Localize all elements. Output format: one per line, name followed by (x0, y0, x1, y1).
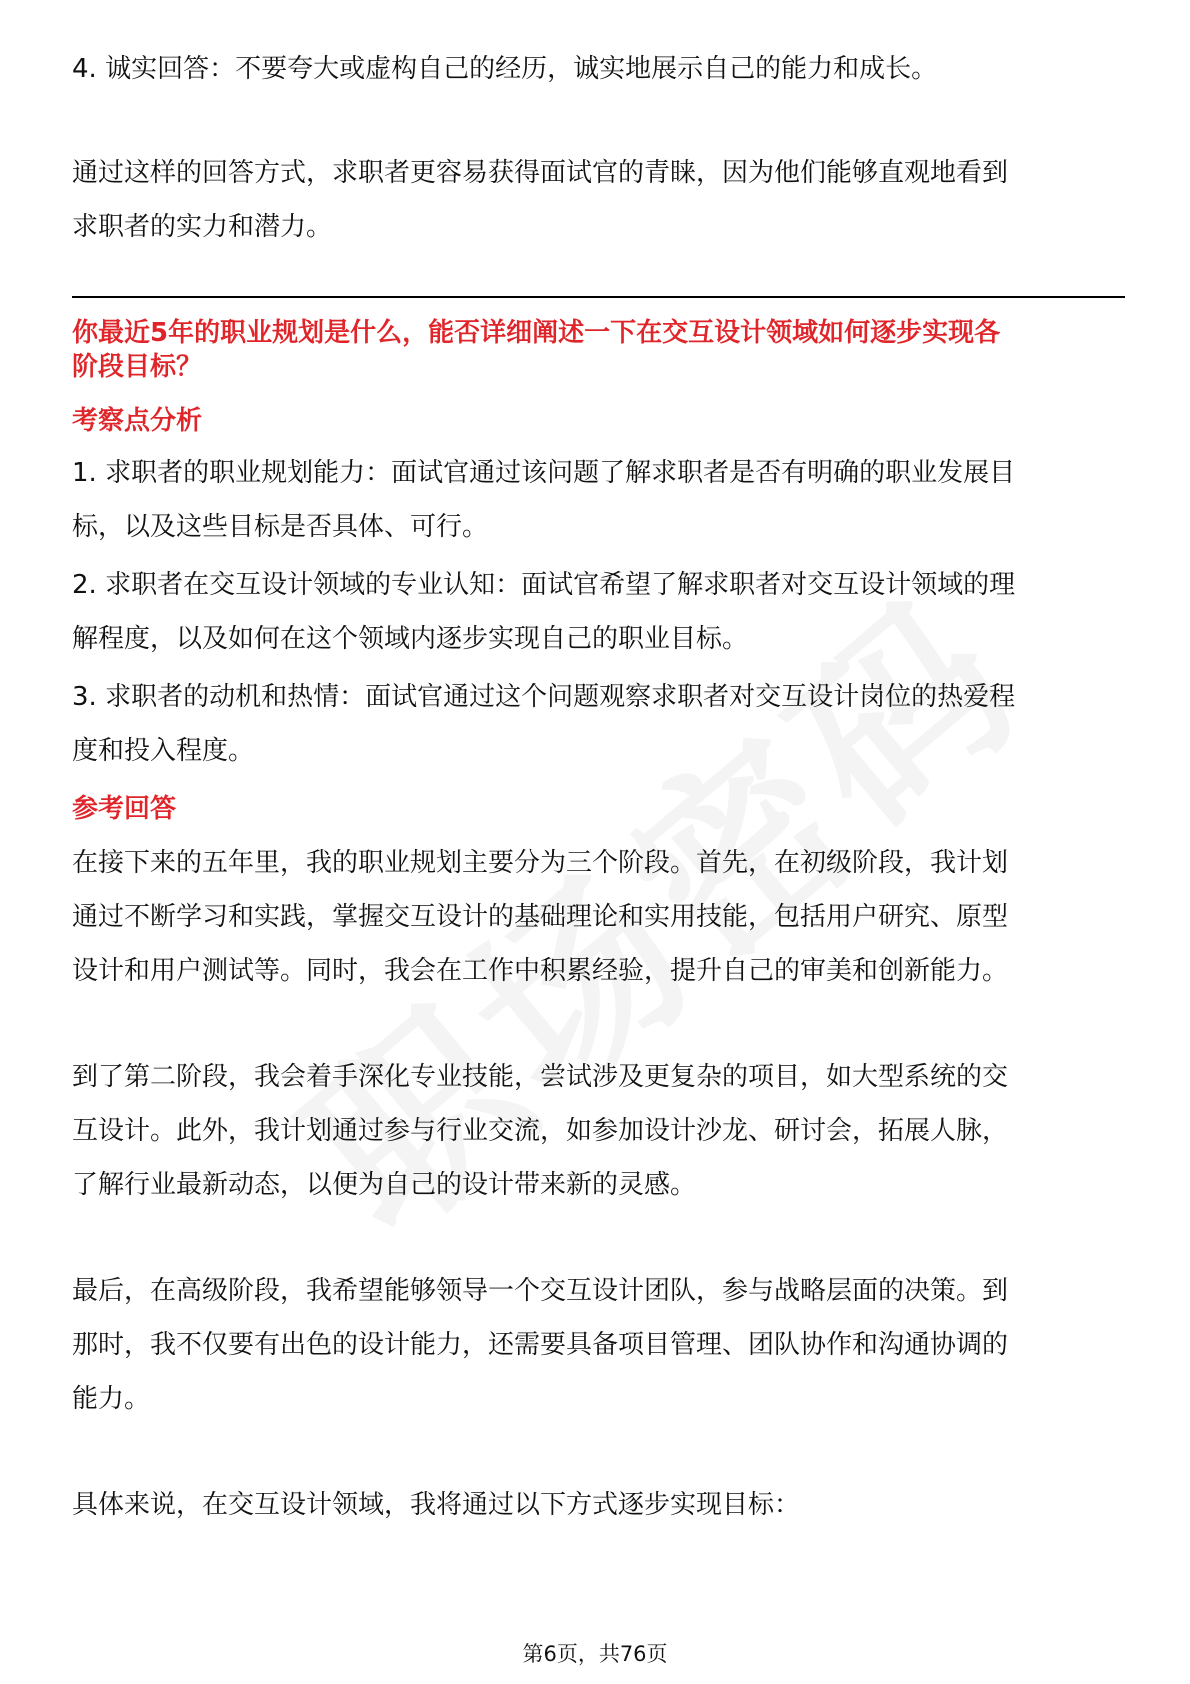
answer-paragraph-line: 通过不断学习和实践，掌握交互设计的基础理论和实用技能，包括用户研究、原型 (72, 902, 1009, 932)
analysis-item: 解程度，以及如何在这个领域内逐步实现自己的职业目标。 (72, 624, 749, 654)
answer-paragraph-line: 最后，在高级阶段，我希望能够领导一个交互设计团队，参与战略层面的决策。到 (72, 1276, 1009, 1306)
analysis-item: 3. 求职者的动机和热情：面试官通过这个问题观察求职者对交互设计岗位的热爱程 (72, 682, 1016, 712)
analysis-heading: 考察点分析 (72, 406, 203, 436)
analysis-item: 标，以及这些目标是否具体、可行。 (72, 512, 489, 542)
answer-paragraph-line: 那时，我不仅要有出色的设计能力，还需要具备项目管理、团队协作和沟通协调的 (72, 1330, 1009, 1360)
answer-paragraph-line: 了解行业最新动态，以便为自己的设计带来新的灵感。 (72, 1170, 697, 1200)
list-item-honest-answer: 4. 诚实回答：不要夸大或虚构自己的经历，诚实地展示自己的能力和成长。 (72, 54, 938, 84)
analysis-item: 2. 求职者在交互设计领域的专业认知：面试官希望了解求职者对交互设计领域的理 (72, 570, 1016, 600)
answer-paragraph-line: 互设计。此外，我计划通过参与行业交流，如参加设计沙龙、研讨会，拓展人脉， (72, 1116, 1009, 1146)
answer-paragraph-line: 到了第二阶段，我会着手深化专业技能，尝试涉及更复杂的项目，如大型系统的交 (72, 1062, 1009, 1092)
answer-paragraph-line: 能力。 (72, 1384, 151, 1414)
summary-line: 求职者的实力和潜力。 (72, 212, 333, 242)
answer-paragraph-line: 设计和用户测试等。同时，我会在工作中积累经验，提升自己的审美和创新能力。 (72, 956, 1009, 986)
question-heading: 阶段目标？ (72, 352, 203, 382)
question-heading: 你最近5年的职业规划是什么，能否详细阐述一下在交互设计领域如何逐步实现各 (72, 318, 1001, 348)
answer-paragraph-line: 在接下来的五年里，我的职业规划主要分为三个阶段。首先，在初级阶段，我计划 (72, 848, 1009, 878)
answer-heading: 参考回答 (72, 794, 177, 824)
summary-line: 通过这样的回答方式，求职者更容易获得面试官的青睐，因为他们能够直观地看到 (72, 158, 1009, 188)
analysis-item: 1. 求职者的职业规划能力：面试官通过该问题了解求职者是否有明确的职业发展目 (72, 458, 1016, 488)
answer-paragraph-line: 具体来说，在交互设计领域，我将通过以下方式逐步实现目标： (72, 1490, 801, 1520)
section-divider (72, 296, 1125, 298)
analysis-item: 度和投入程度。 (72, 736, 255, 766)
page-number: 第6页，共76页 (522, 1642, 668, 1666)
